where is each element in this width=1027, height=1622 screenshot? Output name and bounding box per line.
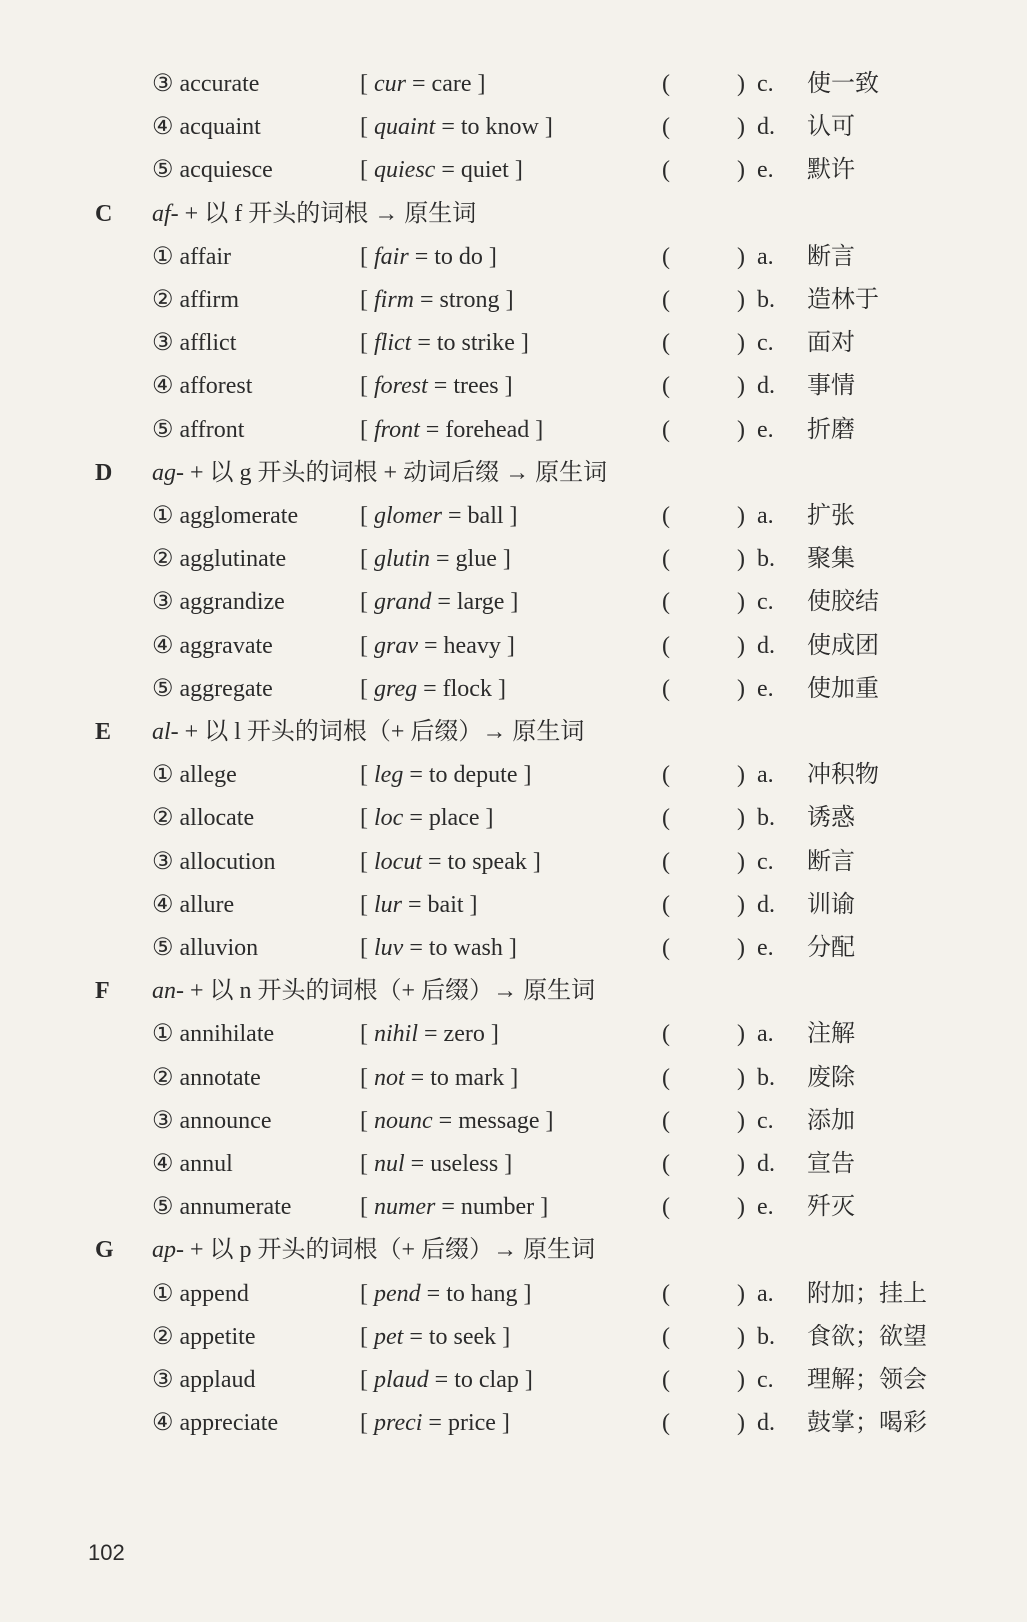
list-item [0,408,1027,452]
option-letter: b. [757,546,775,573]
answer-blank-close: ) [737,503,745,529]
answer-blank-open: ( [662,848,670,875]
section-title-text: + 以 p 开头的词根（+ 后缀）→ 原生词 [184,1237,596,1264]
list-item [0,1358,1027,1402]
root-gloss: = quiet [435,157,509,184]
list-item [0,1401,1027,1445]
answer-blank-open: ( [662,1367,670,1393]
section-title [152,710,584,754]
answer-blank-close: ) [737,1064,745,1091]
option-letter: e. [757,675,774,702]
answer-blank-open: ( [662,114,670,141]
answer-blank-open: ( [662,632,670,659]
answer-blank-open: ( [662,1194,670,1221]
section-header [0,969,1027,1013]
answer-blank-close: ) [737,330,745,357]
answer-blank-close: ) [737,1323,745,1350]
option-meaning: 分配 [807,935,855,961]
answer-blank-open: ( [662,1021,670,1048]
option-letter: e. [757,416,774,443]
option-letter: c. [757,1107,774,1134]
option-meaning: 歼灭 [807,1194,855,1221]
answer-blank-close: ) [737,1021,745,1048]
item-root: [ flict = to strike ] [360,330,529,357]
option-meaning: 食欲；欲望 [807,1323,927,1350]
item-root: [ plaud = to clap ] [360,1367,533,1393]
root-part: loc [374,805,404,832]
root-part: luv [374,935,404,961]
list-item [0,926,1027,970]
item-word: ④ allure [152,891,235,918]
list-item [0,1185,1027,1229]
list-item [0,321,1027,365]
list-item [0,537,1027,581]
answer-blank-close: ) [737,157,745,184]
answer-blank-close: ) [737,762,745,789]
answer-blank-close: ) [737,243,745,270]
item-word: ⑤ alluvion [152,935,259,961]
root-gloss: = number [435,1194,535,1221]
section-letter: E [95,719,112,745]
list-item [0,1012,1027,1056]
option-letter: d. [757,891,775,918]
root-part: cur [374,71,406,97]
root-part: quiesc [374,157,436,184]
root-part: fair [374,243,409,270]
option-letter: c. [757,1367,774,1393]
option-meaning: 断言 [807,243,855,270]
answer-blank-open: ( [662,157,670,184]
section-prefix: an- [152,978,184,1005]
item-root: [ leg = to depute ] [360,762,532,789]
option-letter: e. [757,1194,774,1221]
item-word: ② affirm [152,287,240,313]
root-gloss: = large [431,589,505,616]
option-letter: b. [757,805,775,832]
option-meaning: 默许 [807,157,855,184]
item-word: ③ allocution [152,848,276,875]
section-title [152,1228,595,1272]
answer-blank-open: ( [662,1064,670,1091]
section-header [0,710,1027,754]
list-item [0,796,1027,840]
item-root: [ quiesc = quiet ] [360,157,523,184]
item-root: [ glomer = ball ] [360,503,518,529]
answer-blank-open: ( [662,503,670,529]
section-prefix: al- [152,719,179,745]
item-word: ① affair [152,243,232,270]
root-part: plaud [374,1367,429,1393]
answer-blank-open: ( [662,1280,670,1307]
item-root: [ pet = to seek ] [360,1323,511,1350]
item-root: [ grand = large ] [360,589,519,616]
root-gloss: = zero [418,1021,485,1048]
answer-blank-open: ( [662,243,670,270]
root-part: firm [374,287,415,313]
item-word: ② appetite [152,1323,256,1350]
root-gloss: = trees [427,373,499,400]
root-part: forest [374,373,428,400]
root-gloss: = to clap [428,1367,519,1393]
section-header [0,192,1027,236]
option-letter: d. [757,114,775,141]
option-meaning: 训谕 [807,891,855,918]
answer-blank-close: ) [737,1194,745,1221]
item-root: [ quaint = to know ] [360,114,553,141]
root-part: nounc [374,1107,433,1134]
root-part: front [374,416,420,443]
answer-blank-close: ) [737,632,745,659]
option-meaning: 理解；领会 [807,1367,927,1393]
answer-blank-close: ) [737,114,745,141]
answer-blank-open: ( [662,589,670,616]
section-title-text: + 以 n 开头的词根（+ 后缀）→ 原生词 [184,978,596,1005]
list-item [0,1272,1027,1316]
option-meaning: 宣告 [807,1151,855,1177]
option-letter: c. [757,848,774,875]
list-item [0,883,1027,927]
item-word: ⑤ acquiesce [152,157,273,184]
answer-blank-open: ( [662,762,670,789]
item-root: [ preci = price ] [360,1410,510,1437]
section-letter: D [95,459,113,486]
item-word: ④ annul [152,1151,233,1177]
answer-blank-close: ) [737,848,745,875]
root-part: nihil [374,1021,419,1048]
answer-blank-open: ( [662,416,670,443]
option-meaning: 废除 [807,1064,855,1091]
root-part: numer [374,1194,436,1221]
root-gloss: = to wash [403,935,503,961]
root-gloss: = to speak [422,848,527,875]
list-item [0,624,1027,668]
item-root: [ front = forehead ] [360,416,544,443]
option-letter: b. [757,1323,775,1350]
root-part: pend [374,1280,421,1307]
option-letter: c. [757,589,774,616]
item-word: ④ acquaint [152,114,261,141]
option-meaning: 冲积物 [807,762,879,789]
option-letter: e. [757,157,774,184]
option-letter: a. [757,243,774,270]
list-item [0,494,1027,538]
section-prefix: ap- [152,1237,184,1264]
list-item [0,364,1027,408]
root-gloss: = place [403,805,480,832]
section-title [152,969,595,1013]
section-title-text: + 以 l 开头的词根（+ 后缀）→ 原生词 [178,719,585,745]
list-item [0,1315,1027,1359]
item-root: [ loc = place ] [360,805,494,832]
answer-blank-close: ) [737,1410,745,1437]
root-part: pet [374,1323,404,1350]
item-word: ① annihilate [152,1021,275,1048]
option-letter: e. [757,935,774,961]
list-item [0,667,1027,711]
option-meaning: 使加重 [807,675,879,702]
option-meaning: 造林于 [807,287,879,313]
item-word: ③ afflict [152,330,237,357]
item-word: ② annotate [152,1064,261,1091]
answer-blank-close: ) [737,1367,745,1393]
answer-blank-open: ( [662,935,670,961]
answer-blank-open: ( [662,546,670,573]
item-word: ① agglomerate [152,503,299,529]
item-word: ⑤ aggregate [152,675,273,702]
option-letter: d. [757,632,775,659]
list-item [0,278,1027,322]
answer-blank-close: ) [737,589,745,616]
list-item [0,1056,1027,1100]
answer-blank-close: ) [737,71,745,97]
root-part: grav [374,632,418,659]
root-part: lur [374,891,403,918]
option-meaning: 使一致 [807,71,879,97]
root-gloss: = useless [404,1151,499,1177]
section-title [152,192,476,236]
item-word: ④ afforest [152,373,253,400]
item-root: [ luv = to wash ] [360,935,517,961]
root-part: not [374,1064,405,1091]
answer-blank-close: ) [737,675,745,702]
item-root: [ nihil = zero ] [360,1021,499,1048]
section-title-text: + 以 g 开头的词根 + 动词后缀 → 原生词 [184,459,608,486]
list-item [0,1099,1027,1143]
option-letter: b. [757,287,775,313]
section-letter: G [95,1237,114,1264]
option-letter: b. [757,1064,775,1091]
root-gloss: = heavy [418,632,501,659]
page-number: 102 [88,1540,125,1565]
root-gloss: = to know [435,114,539,141]
option-meaning: 附加；挂上 [807,1280,927,1307]
answer-blank-close: ) [737,287,745,313]
option-meaning: 使胶结 [807,589,879,616]
section-header [0,1228,1027,1272]
root-gloss: = to mark [404,1064,505,1091]
answer-blank-close: ) [737,1107,745,1134]
root-gloss: = price [422,1410,496,1437]
root-part: leg [374,762,404,789]
item-word: ② agglutinate [152,546,287,573]
item-root: [ locut = to speak ] [360,848,541,875]
item-root: [ forest = trees ] [360,373,513,400]
root-gloss: = flock [417,675,492,702]
option-letter: c. [757,330,774,357]
root-gloss: = to seek [403,1323,497,1350]
answer-blank-open: ( [662,805,670,832]
root-part: quaint [374,114,436,141]
option-meaning: 面对 [807,330,855,357]
item-word: ⑤ annumerate [152,1194,292,1221]
list-item [0,753,1027,797]
list-item [0,105,1027,149]
item-word: ⑤ affront [152,416,245,443]
item-root: [ pend = to hang ] [360,1280,532,1307]
item-root: [ glutin = glue ] [360,546,511,573]
answer-blank-open: ( [662,675,670,702]
option-letter: a. [757,762,774,789]
item-word: ③ announce [152,1107,272,1134]
root-gloss: = to hang [420,1280,518,1307]
option-meaning: 使成团 [807,632,879,659]
root-gloss: = to do [408,243,483,270]
answer-blank-open: ( [662,891,670,918]
section-title [152,451,607,495]
root-gloss: = bait [402,891,464,918]
item-word: ④ appreciate [152,1410,279,1437]
item-root: [ greg = flock ] [360,675,506,702]
answer-blank-open: ( [662,1151,670,1177]
option-letter: c. [757,71,774,97]
answer-blank-open: ( [662,287,670,313]
option-meaning: 扩张 [807,503,855,529]
list-item [0,62,1027,106]
root-part: grand [374,589,432,616]
item-root: [ nounc = message ] [360,1107,554,1134]
item-word: ③ aggrandize [152,589,285,616]
root-part: nul [374,1151,405,1177]
root-part: glomer [374,503,442,529]
section-prefix: ag- [152,459,184,486]
root-part: greg [374,675,418,702]
root-gloss: = glue [430,546,497,573]
root-gloss: = strong [414,287,500,313]
answer-blank-open: ( [662,1410,670,1437]
option-meaning: 聚集 [807,546,855,573]
list-item [0,148,1027,192]
option-letter: a. [757,503,774,529]
list-item [0,1142,1027,1186]
answer-blank-open: ( [662,373,670,400]
list-item [0,235,1027,279]
option-letter: d. [757,373,775,400]
item-root: [ not = to mark ] [360,1064,519,1091]
root-gloss: = forehead [419,416,530,443]
option-meaning: 注解 [807,1021,855,1048]
answer-blank-close: ) [737,416,745,443]
item-word: ① allege [152,762,237,789]
item-root: [ numer = number ] [360,1194,549,1221]
answer-blank-open: ( [662,330,670,357]
option-meaning: 折磨 [807,416,855,443]
item-root: [ nul = useless ] [360,1151,513,1177]
item-word: ③ accurate [152,71,260,97]
root-gloss: = message [432,1107,540,1134]
section-letter: C [95,200,113,227]
root-part: preci [374,1410,423,1437]
option-meaning: 事情 [807,373,855,400]
item-root: [ grav = heavy ] [360,632,515,659]
answer-blank-open: ( [662,1107,670,1134]
list-item [0,580,1027,624]
answer-blank-close: ) [737,891,745,918]
root-part: glutin [374,546,431,573]
answer-blank-open: ( [662,71,670,97]
answer-blank-close: ) [737,546,745,573]
item-word: ② allocate [152,805,255,832]
item-word: ③ applaud [152,1367,256,1393]
item-word: ④ aggravate [152,632,273,659]
section-letter: F [95,978,110,1005]
section-prefix: af- [152,200,179,227]
option-letter: d. [757,1151,775,1177]
section-title-text: + 以 f 开头的词根 → 原生词 [178,200,477,227]
root-gloss: = to depute [403,762,518,789]
answer-blank-close: ) [737,935,745,961]
option-letter: d. [757,1410,775,1437]
answer-blank-close: ) [737,1151,745,1177]
answer-blank-close: ) [737,373,745,400]
option-meaning: 认可 [807,114,855,141]
item-word: ① append [152,1280,249,1307]
option-meaning: 鼓掌；喝彩 [807,1410,927,1437]
root-gloss: = to strike [411,330,515,357]
option-letter: a. [757,1280,774,1307]
item-root: [ firm = strong ] [360,287,514,313]
item-root: [ cur = care ] [360,71,486,97]
list-item [0,840,1027,884]
option-meaning: 添加 [807,1107,855,1134]
option-meaning: 诱惑 [807,805,855,832]
item-root: [ lur = bait ] [360,891,478,918]
root-gloss: = care [406,71,472,97]
option-letter: a. [757,1021,774,1048]
item-root: [ fair = to do ] [360,243,497,270]
answer-blank-close: ) [737,805,745,832]
answer-blank-close: ) [737,1280,745,1307]
root-part: locut [374,848,422,875]
option-meaning: 断言 [807,848,855,875]
root-part: flict [374,330,412,357]
answer-blank-open: ( [662,1323,670,1350]
section-header [0,451,1027,495]
root-gloss: = ball [442,503,504,529]
